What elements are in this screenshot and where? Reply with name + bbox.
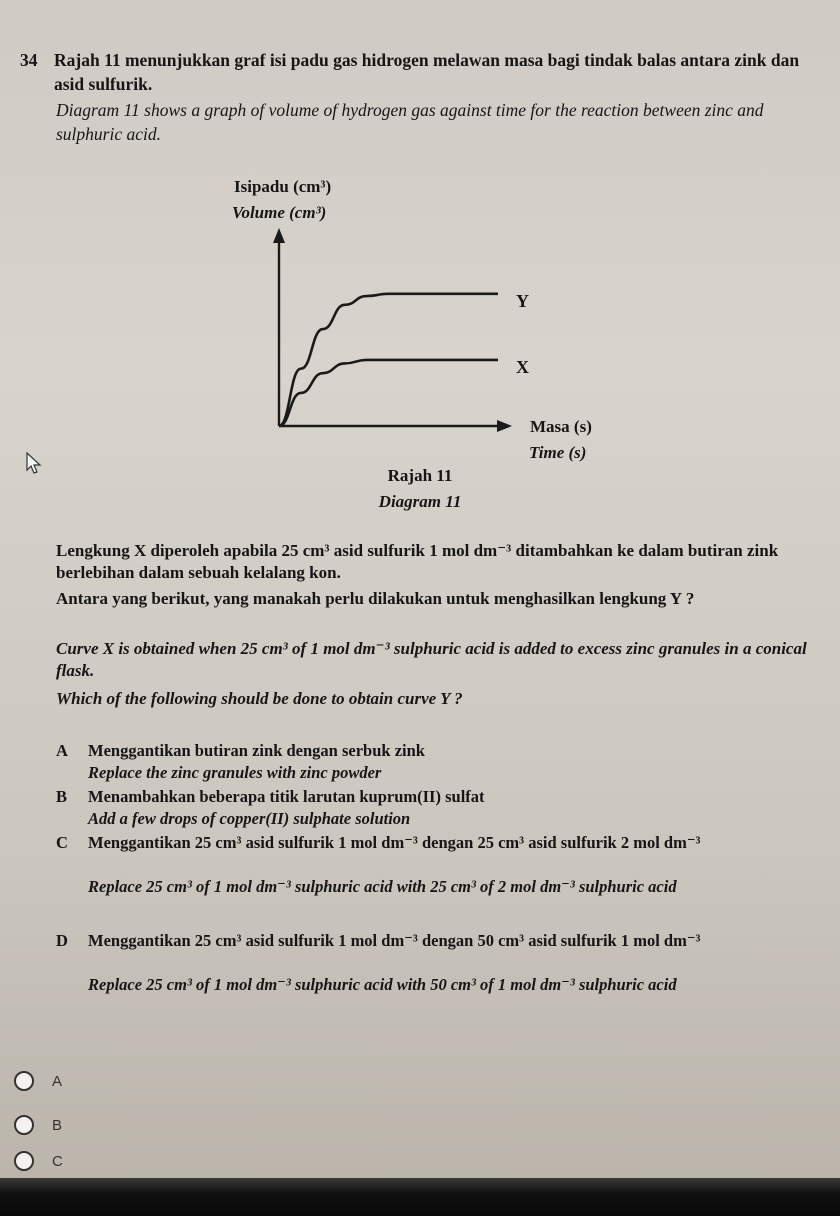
question-number: 34 <box>20 50 38 70</box>
x-axis-arrow <box>497 420 512 432</box>
radio-circle-icon[interactable] <box>14 1151 34 1171</box>
option-text-english: Add a few drops of copper(II) sulphate solution <box>88 809 411 828</box>
curve-x-description-malay: Lengkung X diperoleh apabila 25 cm³ asid sulfurik 1 mol dm⁻³ ditambahkan ke dalam butiran zink berlebihan dalam sebuah kelalang kon. <box>56 541 779 582</box>
question-ask-english: Which of the following should be done to obtain curve Y ? <box>56 689 463 708</box>
option-letter: C <box>56 833 68 852</box>
option-text-english: Replace 25 cm³ of 1 mol dm⁻³ sulphuric acid with 25 cm³ of 2 mol dm⁻³ sulphuric acid <box>88 877 677 896</box>
answer-radio-b[interactable] <box>14 1112 62 1138</box>
option-letter: A <box>56 741 68 760</box>
curve-x-description-english: Curve X is obtained when 25 cm³ of 1 mol dm⁻³ sulphuric acid is added to excess zinc granules in a conical flask. <box>56 639 807 680</box>
y-axis-label-english: Volume (cm³) <box>232 203 327 222</box>
question-text-malay: Rajah 11 menunjukkan graf isi padu gas hidrogen melawan masa bagi tindak balas antara zink dan asid sulfurik. <box>54 50 800 94</box>
x-axis-label-english: Time (s) <box>529 443 587 462</box>
diagram-caption-english: Diagram 11 <box>378 492 462 511</box>
radio-label: B <box>52 1116 63 1134</box>
answer-radio-c[interactable] <box>14 1148 63 1174</box>
option-text-malay: Menggantikan butiran zink dengan serbuk zink <box>88 741 425 760</box>
y-axis-arrow <box>273 228 285 243</box>
radio-circle-icon[interactable] <box>14 1115 34 1135</box>
x-axis-label-malay: Masa (s) <box>530 417 592 436</box>
radio-label: C <box>52 1152 63 1170</box>
option-text-english: Replace the zinc granules with zinc powder <box>88 763 382 782</box>
option-letter: D <box>56 931 68 950</box>
curve-x <box>279 360 498 426</box>
question-text-english: Diagram 11 shows a graph of volume of hydrogen gas against time for the reaction between zinc and sulphuric acid. <box>56 100 764 144</box>
option-text-malay: Menggantikan 25 cm³ asid sulfurik 1 mol dm⁻³ dengan 50 cm³ asid sulfurik 1 mol dm⁻³ <box>88 931 701 950</box>
mouse-cursor-icon <box>26 452 42 476</box>
curve-label-x: X <box>516 356 529 377</box>
volume-time-graph <box>0 0 840 540</box>
option-text-malay: Menambahkan beberapa titik larutan kuprum(II) sulfat <box>88 787 485 806</box>
option-text-english: Replace 25 cm³ of 1 mol dm⁻³ sulphuric acid with 50 cm³ of 1 mol dm⁻³ sulphuric acid <box>88 975 677 994</box>
answer-radio-a[interactable] <box>14 1068 62 1094</box>
option-letter: B <box>56 787 68 806</box>
y-axis-label-malay: Isipadu (cm³) <box>234 177 332 196</box>
radio-circle-icon[interactable] <box>14 1071 34 1091</box>
curve-label-y: Y <box>516 290 529 311</box>
option-text-malay: Menggantikan 25 cm³ asid sulfurik 1 mol dm⁻³ dengan 25 cm³ asid sulfurik 2 mol dm⁻³ <box>88 833 701 852</box>
question-ask-malay: Antara yang berikut, yang manakah perlu dilakukan untuk menghasilkan lengkung Y ? <box>56 589 695 608</box>
diagram-caption-malay: Rajah 11 <box>387 466 453 485</box>
screen-bottom-edge <box>0 1178 840 1216</box>
radio-label: A <box>52 1072 63 1090</box>
